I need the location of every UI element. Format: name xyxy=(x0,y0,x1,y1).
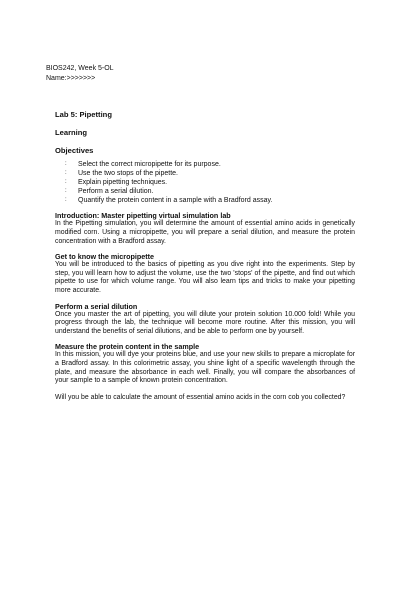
bullet-icon: : xyxy=(65,161,67,167)
objectives-list xyxy=(55,160,355,205)
section-text: You will be introduced to the basics of pipetting as you dive right into the experiments. Step by step, you will learn how to adjust the volume, use the two 'stops' of the pipette, and find out which pipette to use for which volume range. You will also learn tips and tricks to make your pipetting more accurate. xyxy=(55,261,355,295)
section-title: Measure the protein content in the sample xyxy=(55,342,200,352)
section-title: Get to know the micropipette xyxy=(55,252,155,262)
objective-item xyxy=(55,187,355,196)
name-field-label: Name:>>>>>>> xyxy=(46,75,96,82)
bullet-icon: : xyxy=(65,179,67,186)
objective-item xyxy=(55,160,355,169)
objective-text: Quantify the protein content in a sample with a Bradford assay. xyxy=(78,197,273,205)
section-serial-dilution xyxy=(55,302,355,337)
course-label: BIOS242, Week 5-OL xyxy=(46,65,114,72)
bullet-icon: : xyxy=(65,188,67,195)
objective-item xyxy=(55,178,355,187)
closing-question: Will you be able to calculate the amount of essential amino acids in the corn cob you collected? xyxy=(55,393,346,401)
section-title: Perform a serial dilution xyxy=(55,301,138,311)
bullet-icon: : xyxy=(65,170,67,177)
objective-item xyxy=(55,196,355,205)
section-micropipette xyxy=(55,252,355,295)
objective-text: Select the correct micropipette for its purpose. xyxy=(78,161,221,168)
lab-content xyxy=(55,110,355,409)
lab-title: Lab 5: Pipetting xyxy=(55,110,112,119)
objective-text: Perform a serial dilution. xyxy=(78,188,154,196)
objective-text: Explain pipetting techniques. xyxy=(78,179,168,187)
section-text: In the Pipetting simulation, you will determine the amount of essential amino acids in genetically modified corn. Using a micropipette, you will prepare a serial dilution, and measure the protein concentration with a Bradford assay. xyxy=(55,220,355,245)
objective-item xyxy=(55,169,355,178)
section-protein-content xyxy=(55,342,355,385)
objectives-heading: Objectives xyxy=(55,146,94,155)
section-title: Introduction: Master pipetting virtual simulation lab xyxy=(55,211,231,221)
section-text: Once you master the art of pipetting, you will dilute your protein solution 10.000 fold! While you progress through the lab, the technique will become more routine. After this mission, you will understand the benefits of serial dilutions, and be able to perform one by yourself. xyxy=(55,310,355,335)
section-text: In this mission, you will dye your proteins blue, and use your new skills to prepare a microplate for a Bradford assay. In this colorimetric assay, you shine light of a specific wavelength through the plate, and measure the absorbance in each well. Finally, you will compare the absorbances of your sample to a sample of known protein concentration. xyxy=(55,351,355,385)
learning-heading: Learning xyxy=(55,128,88,137)
objective-text: Use the two stops of the pipette. xyxy=(78,170,179,178)
bullet-icon: : xyxy=(65,197,67,204)
section-introduction xyxy=(55,211,355,246)
